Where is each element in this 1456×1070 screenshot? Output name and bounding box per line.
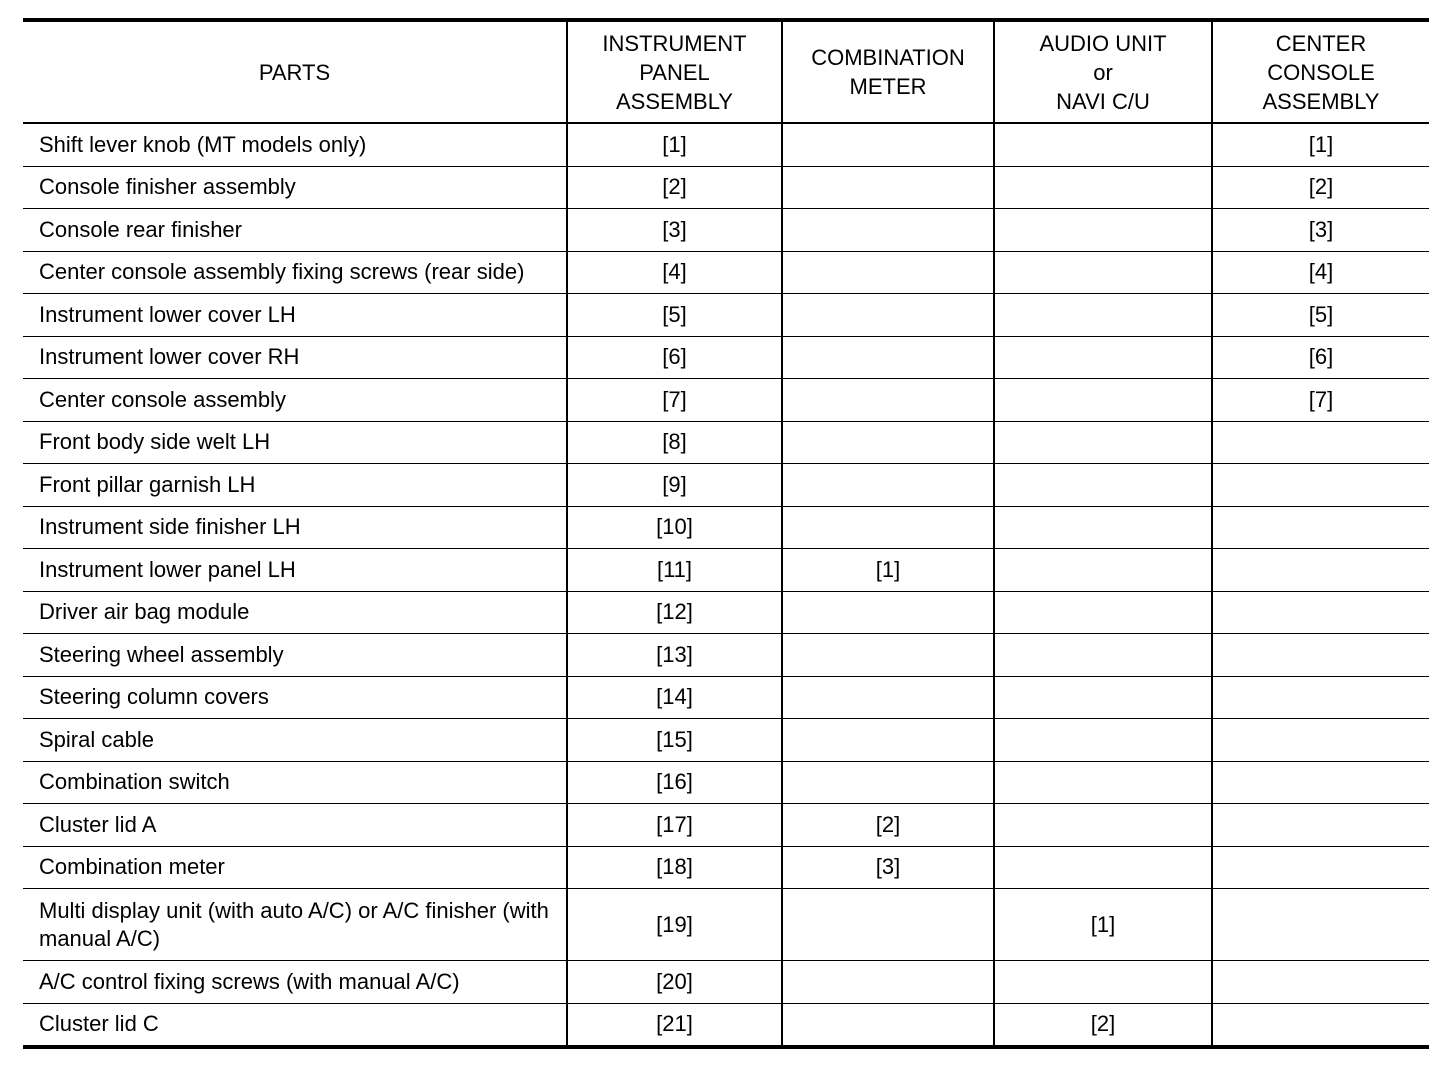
audio-unit-step-cell [994,294,1212,337]
center-console-step-cell: [1] [1212,123,1429,166]
audio-unit-step-cell: [1] [994,889,1212,961]
table-row [23,549,1429,592]
part-name-cell: Front pillar garnish LH [23,464,567,507]
audio-unit-step-cell [994,379,1212,422]
audio-unit-step-cell [994,209,1212,252]
table-header [23,20,1429,123]
combination-meter-step-cell [782,719,994,762]
header-center-console-assembly: CENTER CONSOLE ASSEMBLY [1212,20,1429,123]
table-row [23,634,1429,677]
part-name-cell: Combination meter [23,846,567,889]
part-name-cell: Driver air bag module [23,591,567,634]
table-body [23,123,1429,1047]
part-name-cell: Front body side welt LH [23,421,567,464]
part-name-cell: Instrument side finisher LH [23,506,567,549]
center-console-step-cell: [2] [1212,166,1429,209]
center-console-step-cell [1212,846,1429,889]
combination-meter-step-cell [782,464,994,507]
center-console-step-cell [1212,804,1429,847]
instrument-panel-step-cell: [18] [567,846,782,889]
center-console-step-cell [1212,719,1429,762]
instrument-panel-step-cell: [13] [567,634,782,677]
table-row [23,591,1429,634]
table-row [23,166,1429,209]
center-console-step-cell [1212,506,1429,549]
audio-unit-step-cell [994,634,1212,677]
part-name-cell: Spiral cable [23,719,567,762]
combination-meter-step-cell [782,591,994,634]
instrument-panel-step-cell: [5] [567,294,782,337]
center-console-step-cell: [5] [1212,294,1429,337]
audio-unit-step-cell [994,421,1212,464]
table-row [23,761,1429,804]
combination-meter-step-cell [782,634,994,677]
table-row [23,846,1429,889]
combination-meter-step-cell [782,761,994,804]
part-name-cell: Instrument lower cover LH [23,294,567,337]
header-row [23,20,1429,123]
audio-unit-step-cell [994,846,1212,889]
audio-unit-step-cell [994,591,1212,634]
center-console-step-cell [1212,464,1429,507]
center-console-step-cell [1212,889,1429,961]
audio-unit-step-cell: [2] [994,1003,1212,1047]
combination-meter-step-cell [782,1003,994,1047]
instrument-panel-step-cell: [8] [567,421,782,464]
center-console-step-cell: [4] [1212,251,1429,294]
table-row [23,961,1429,1004]
audio-unit-step-cell [994,464,1212,507]
center-console-step-cell: [6] [1212,336,1429,379]
instrument-panel-step-cell: [10] [567,506,782,549]
audio-unit-step-cell [994,166,1212,209]
table-row [23,379,1429,422]
combination-meter-step-cell [782,123,994,166]
table-row [23,804,1429,847]
instrument-panel-step-cell: [17] [567,804,782,847]
part-name-cell: Cluster lid A [23,804,567,847]
combination-meter-step-cell [782,421,994,464]
combination-meter-step-cell: [2] [782,804,994,847]
table-row [23,464,1429,507]
center-console-step-cell [1212,961,1429,1004]
instrument-panel-step-cell: [15] [567,719,782,762]
part-name-cell: A/C control fixing screws (with manual A/C) [23,961,567,1004]
header-audio-unit: AUDIO UNIT or NAVI C/U [994,20,1212,123]
audio-unit-step-cell [994,336,1212,379]
part-name-cell: Console finisher assembly [23,166,567,209]
instrument-panel-step-cell: [11] [567,549,782,592]
part-name-cell: Combination switch [23,761,567,804]
part-name-cell: Cluster lid C [23,1003,567,1047]
table-row [23,251,1429,294]
combination-meter-step-cell [782,209,994,252]
part-name-cell: Center console assembly fixing screws (rear side) [23,251,567,294]
part-name-cell: Shift lever knob (MT models only) [23,123,567,166]
audio-unit-step-cell [994,123,1212,166]
center-console-step-cell [1212,634,1429,677]
header-parts: PARTS [23,20,567,123]
instrument-panel-step-cell: [6] [567,336,782,379]
header-instrument-panel-assembly: INSTRUMENT PANEL ASSEMBLY [567,20,782,123]
part-name-cell: Steering wheel assembly [23,634,567,677]
part-name-cell: Multi display unit (with auto A/C) or A/C finisher (with manual A/C) [23,889,567,961]
combination-meter-step-cell: [3] [782,846,994,889]
center-console-step-cell: [3] [1212,209,1429,252]
combination-meter-step-cell [782,166,994,209]
instrument-panel-step-cell: [21] [567,1003,782,1047]
part-name-cell: Instrument lower cover RH [23,336,567,379]
center-console-step-cell [1212,761,1429,804]
part-name-cell: Console rear finisher [23,209,567,252]
table-row [23,1003,1429,1047]
audio-unit-step-cell [994,506,1212,549]
center-console-step-cell [1212,591,1429,634]
combination-meter-step-cell [782,961,994,1004]
part-name-cell: Instrument lower panel LH [23,549,567,592]
instrument-panel-step-cell: [2] [567,166,782,209]
instrument-panel-step-cell: [7] [567,379,782,422]
instrument-panel-step-cell: [1] [567,123,782,166]
table-row [23,676,1429,719]
combination-meter-step-cell [782,506,994,549]
audio-unit-step-cell [994,804,1212,847]
combination-meter-step-cell [782,889,994,961]
instrument-panel-step-cell: [20] [567,961,782,1004]
combination-meter-step-cell: [1] [782,549,994,592]
combination-meter-step-cell [782,336,994,379]
header-combination-meter: COMBINATION METER [782,20,994,123]
instrument-panel-step-cell: [19] [567,889,782,961]
center-console-step-cell [1212,1003,1429,1047]
table-row [23,209,1429,252]
table-row [23,336,1429,379]
center-console-step-cell: [7] [1212,379,1429,422]
combination-meter-step-cell [782,251,994,294]
combination-meter-step-cell [782,379,994,422]
audio-unit-step-cell [994,676,1212,719]
audio-unit-step-cell [994,549,1212,592]
instrument-panel-step-cell: [14] [567,676,782,719]
center-console-step-cell [1212,421,1429,464]
combination-meter-step-cell [782,676,994,719]
instrument-panel-step-cell: [12] [567,591,782,634]
audio-unit-step-cell [994,251,1212,294]
table-row [23,294,1429,337]
audio-unit-step-cell [994,961,1212,1004]
instrument-panel-step-cell: [3] [567,209,782,252]
instrument-panel-step-cell: [4] [567,251,782,294]
audio-unit-step-cell [994,761,1212,804]
part-name-cell: Steering column covers [23,676,567,719]
table-row [23,123,1429,166]
instrument-panel-step-cell: [9] [567,464,782,507]
combination-meter-step-cell [782,294,994,337]
center-console-step-cell [1212,676,1429,719]
table-row [23,889,1429,961]
instrument-panel-step-cell: [16] [567,761,782,804]
center-console-step-cell [1212,549,1429,592]
part-name-cell: Center console assembly [23,379,567,422]
parts-table [23,18,1429,1049]
audio-unit-step-cell [994,719,1212,762]
table-row [23,506,1429,549]
table-row [23,421,1429,464]
table-row [23,719,1429,762]
